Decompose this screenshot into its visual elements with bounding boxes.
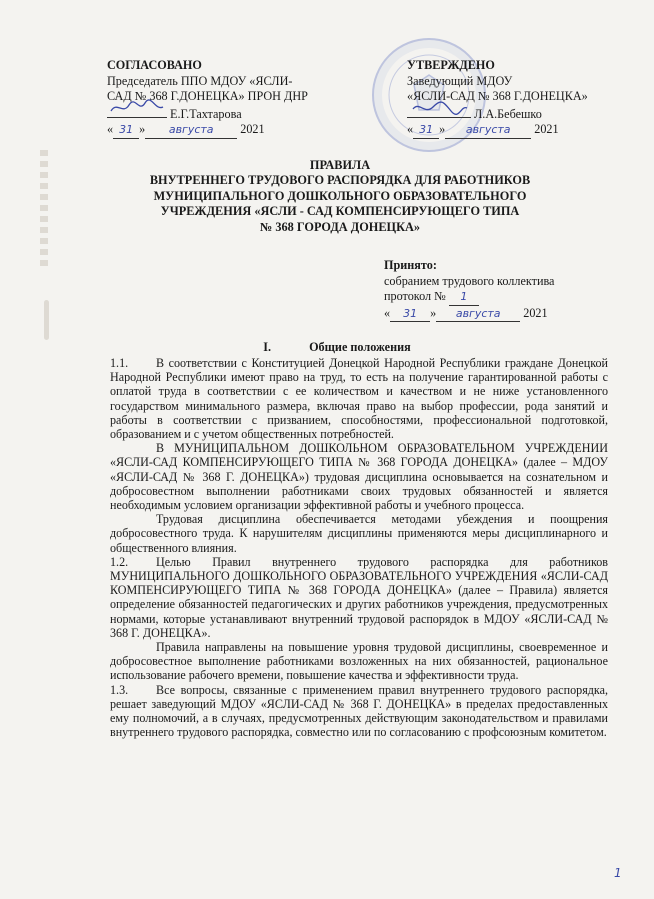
approved-position-line2: «ЯСЛИ-САД № 368 Г.ДОНЕЦКА» (407, 89, 588, 104)
title-line-3: МУНИЦИПАЛЬНОГО ДОШКОЛЬНОГО ОБРАЗОВАТЕЛЬНОГО (153, 188, 527, 203)
accepted-block (384, 258, 554, 322)
title-line-5: № 368 ГОРОДА ДОНЕЦКА» (259, 219, 421, 234)
approved-block (407, 58, 588, 139)
approved-signer-name: Л.А.Бебешко (474, 106, 542, 121)
binding-thread (40, 150, 48, 270)
section-title: Общие положения (309, 340, 411, 354)
paragraph: 1.1. В соответствии с Конституцией Донецкой Народной Республики граждане Донецкой Народной Республики имеют право на труд, то есть на получение гарантированной работы с оплатой труда в соответствии с ее количеством и качеством и не ниже установленного государством минимального размера, включая право на выбор профессии, рода занятий и работы в соответствии с призванием, способностями, профессиональной подготовкой, образованием и с учетом общественных потребностей. (110, 356, 608, 442)
title-line-4: УЧРЕЖДЕНИЯ «ЯСЛИ - САД КОМПЕНСИРУЮЩЕГО ТИПА (160, 204, 520, 219)
paragraph: 1.3. Все вопросы, связанные с применением правил внутреннего трудового распорядка, решает заведующий МДОУ «ЯСЛИ-САД № 368 Г. ДОНЕЦКА» в пределах предоставленных ему полномочий, а в случаях, предусмотренных действующим законодательством и правилами внутреннего трудового распорядка, совместно или по согласованию с профсоюзным комитетом. (110, 682, 608, 740)
agreed-date-day: 31 (113, 122, 139, 139)
agreed-date-year: 2021 (240, 122, 265, 137)
accepted-date: « 31 » августа 2021 (384, 306, 554, 323)
section-number: I. (263, 340, 272, 354)
agreed-signer-name: Е.Г.Тахтарова (170, 106, 242, 121)
agreed-date-month: августа (145, 122, 237, 139)
body-text (110, 356, 608, 739)
approved-date-month: августа (445, 122, 531, 139)
approved-signature-line (407, 105, 588, 123)
agreed-block (107, 58, 308, 139)
agreed-date: « 31 » августа 2021 (107, 122, 308, 139)
accepted-heading: Принято: (384, 258, 437, 272)
approved-position-line1: Заведующий МДОУ (407, 73, 513, 88)
handwritten-signature-right (407, 105, 471, 118)
protocol-label: протокол № (384, 289, 446, 304)
protocol-number: 1 (449, 289, 479, 306)
agreed-position-line2: САД № 368 Г.ДОНЕЦКА» ПРОН ДНР (107, 89, 308, 104)
approved-date-year: 2021 (534, 122, 559, 137)
accepted-by: собранием трудового коллектива (384, 273, 555, 288)
accepted-date-day: 31 (390, 306, 430, 323)
approved-date-day: 31 (413, 122, 439, 139)
paragraph: 1.2. Целью Правил внутреннего трудового распорядка для работников МУНИЦИПАЛЬНОГО ДОШКОЛЬНОГО ОБРАЗОВАТЕЛЬНОГО УЧРЕЖДЕНИЯ «ЯСЛИ-САД КОМПЕНСИРУЮЩЕГО ТИПА № 368 ГОРОДА ДОНЕЦКА» (далее – Правила) является определение обязанностей педагогических и других работников учреждения, предусмотренных нормами, которые устанавливают внутренний трудовой распорядок в МДОУ «ЯСЛИ-САД № 368 Г. ДОНЕЦКА». (110, 554, 608, 640)
title-line-1: ПРАВИЛА (309, 158, 371, 172)
paragraph: В МУНИЦИПАЛЬНОМ ДОШКОЛЬНОМ ОБРАЗОВАТЕЛЬНОМ УЧРЕЖДЕНИИ «ЯСЛИ-САД КОМПЕНСИРУЮЩЕГО ТИПА № 368 ГОРОДА ДОНЕЦКА» (далее – МДОУ «ЯСЛИ-САД № 368 Г. ДОНЕЦКА») трудовая дисциплина основывается на сознательном и добросовестном выполнении работниками своих трудовых обязанностей и является необходимым условием организации эффективной работы и учебного процесса. (110, 441, 608, 513)
accepted-date-month: августа (436, 306, 520, 323)
protocol-line (384, 289, 554, 306)
paragraph: Трудовая дисциплина обеспечивается методами убеждения и поощрения добросовестного труда. К нарушителям дисциплины применяются меры дисциплинарного и общественного влияния. (110, 512, 608, 555)
agreed-position-line1: Председатель ППО МДОУ «ЯСЛИ- (107, 73, 293, 88)
page-number: 1 (614, 866, 622, 880)
section-heading (107, 340, 567, 355)
agreed-heading: СОГЛАСОВАНО (107, 58, 202, 72)
agreed-signature-line (107, 105, 308, 123)
binding-thread-end (44, 300, 49, 340)
paragraph: Правила направлены на повышение уровня трудовой дисциплины, своевременное и добросовестное выполнение работниками возложенных на них обязанностей, рациональное использование рабочего времени, повышение качества и эффективности труда. (110, 640, 608, 683)
accepted-date-year: 2021 (523, 305, 548, 320)
approved-date: « 31 » августа 2021 (407, 122, 588, 139)
document-title (100, 158, 580, 235)
handwritten-signature-left (107, 105, 167, 118)
approved-heading: УТВЕРЖДЕНО (407, 58, 495, 72)
title-line-2: ВНУТРЕННЕГО ТРУДОВОГО РАСПОРЯДКА ДЛЯ РАБОТНИКОВ (149, 173, 531, 188)
